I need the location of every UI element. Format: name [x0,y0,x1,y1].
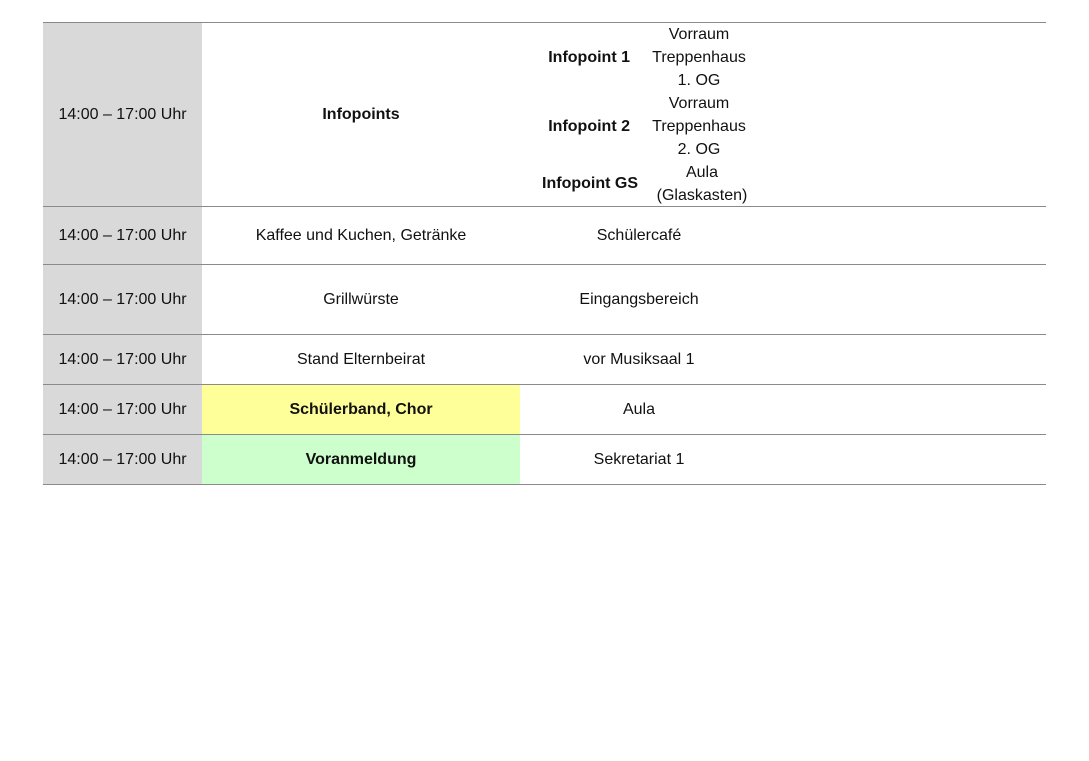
infopoint-name: Infopoint GS [542,175,638,192]
infopoint-place: Vorraum Treppenhaus 1. OG [652,26,746,89]
infopoint-item [520,161,758,207]
location-cell: Sekretariat 1 [593,450,685,468]
time-cell: 14:00 – 17:00 Uhr [43,385,202,434]
time-cell: 14:00 – 17:00 Uhr [43,23,202,206]
infopoint-name: Infopoint 2 [548,117,630,135]
time-cell: 14:00 – 17:00 Uhr [43,265,202,334]
table-row [43,385,1046,435]
infopoint-list [520,23,758,206]
infopoint-place: Vorraum Treppenhaus 2. OG [652,95,746,158]
infopoint-item [520,23,758,92]
empty-cell [758,265,1046,334]
time-cell: 14:00 – 17:00 Uhr [43,207,202,264]
empty-cell [758,23,1046,206]
table-row [43,435,1046,485]
table-row [43,335,1046,385]
table-row [43,207,1046,265]
location-cell: vor Musiksaal 1 [583,350,695,368]
activity-cell: Stand Elternbeirat [296,350,426,368]
activity-cell: Infopoints [322,105,400,123]
location-cell: Schülercafé [596,226,682,244]
location-cell: Eingangsbereich [579,290,699,308]
time-cell: 14:00 – 17:00 Uhr [43,435,202,484]
schedule-table [43,22,1046,485]
location-cell: Aula [622,400,656,418]
activity-cell: Grillwürste [323,290,399,308]
empty-cell [758,207,1046,264]
activity-cell-highlighted: Schülerband, Chor [202,385,520,434]
empty-cell [758,385,1046,434]
activity-cell: Kaffee und Kuchen, Getränke [255,226,467,244]
infopoint-place: Aula (Glaskasten) [656,164,748,204]
infopoint-name: Infopoint 1 [548,48,630,66]
table-row-infopoints [43,23,1046,207]
activity-cell-highlighted: Voranmeldung [202,435,520,484]
table-row [43,265,1046,335]
empty-cell [758,335,1046,384]
empty-cell [758,435,1046,484]
time-cell: 14:00 – 17:00 Uhr [43,335,202,384]
infopoint-item [520,92,758,161]
